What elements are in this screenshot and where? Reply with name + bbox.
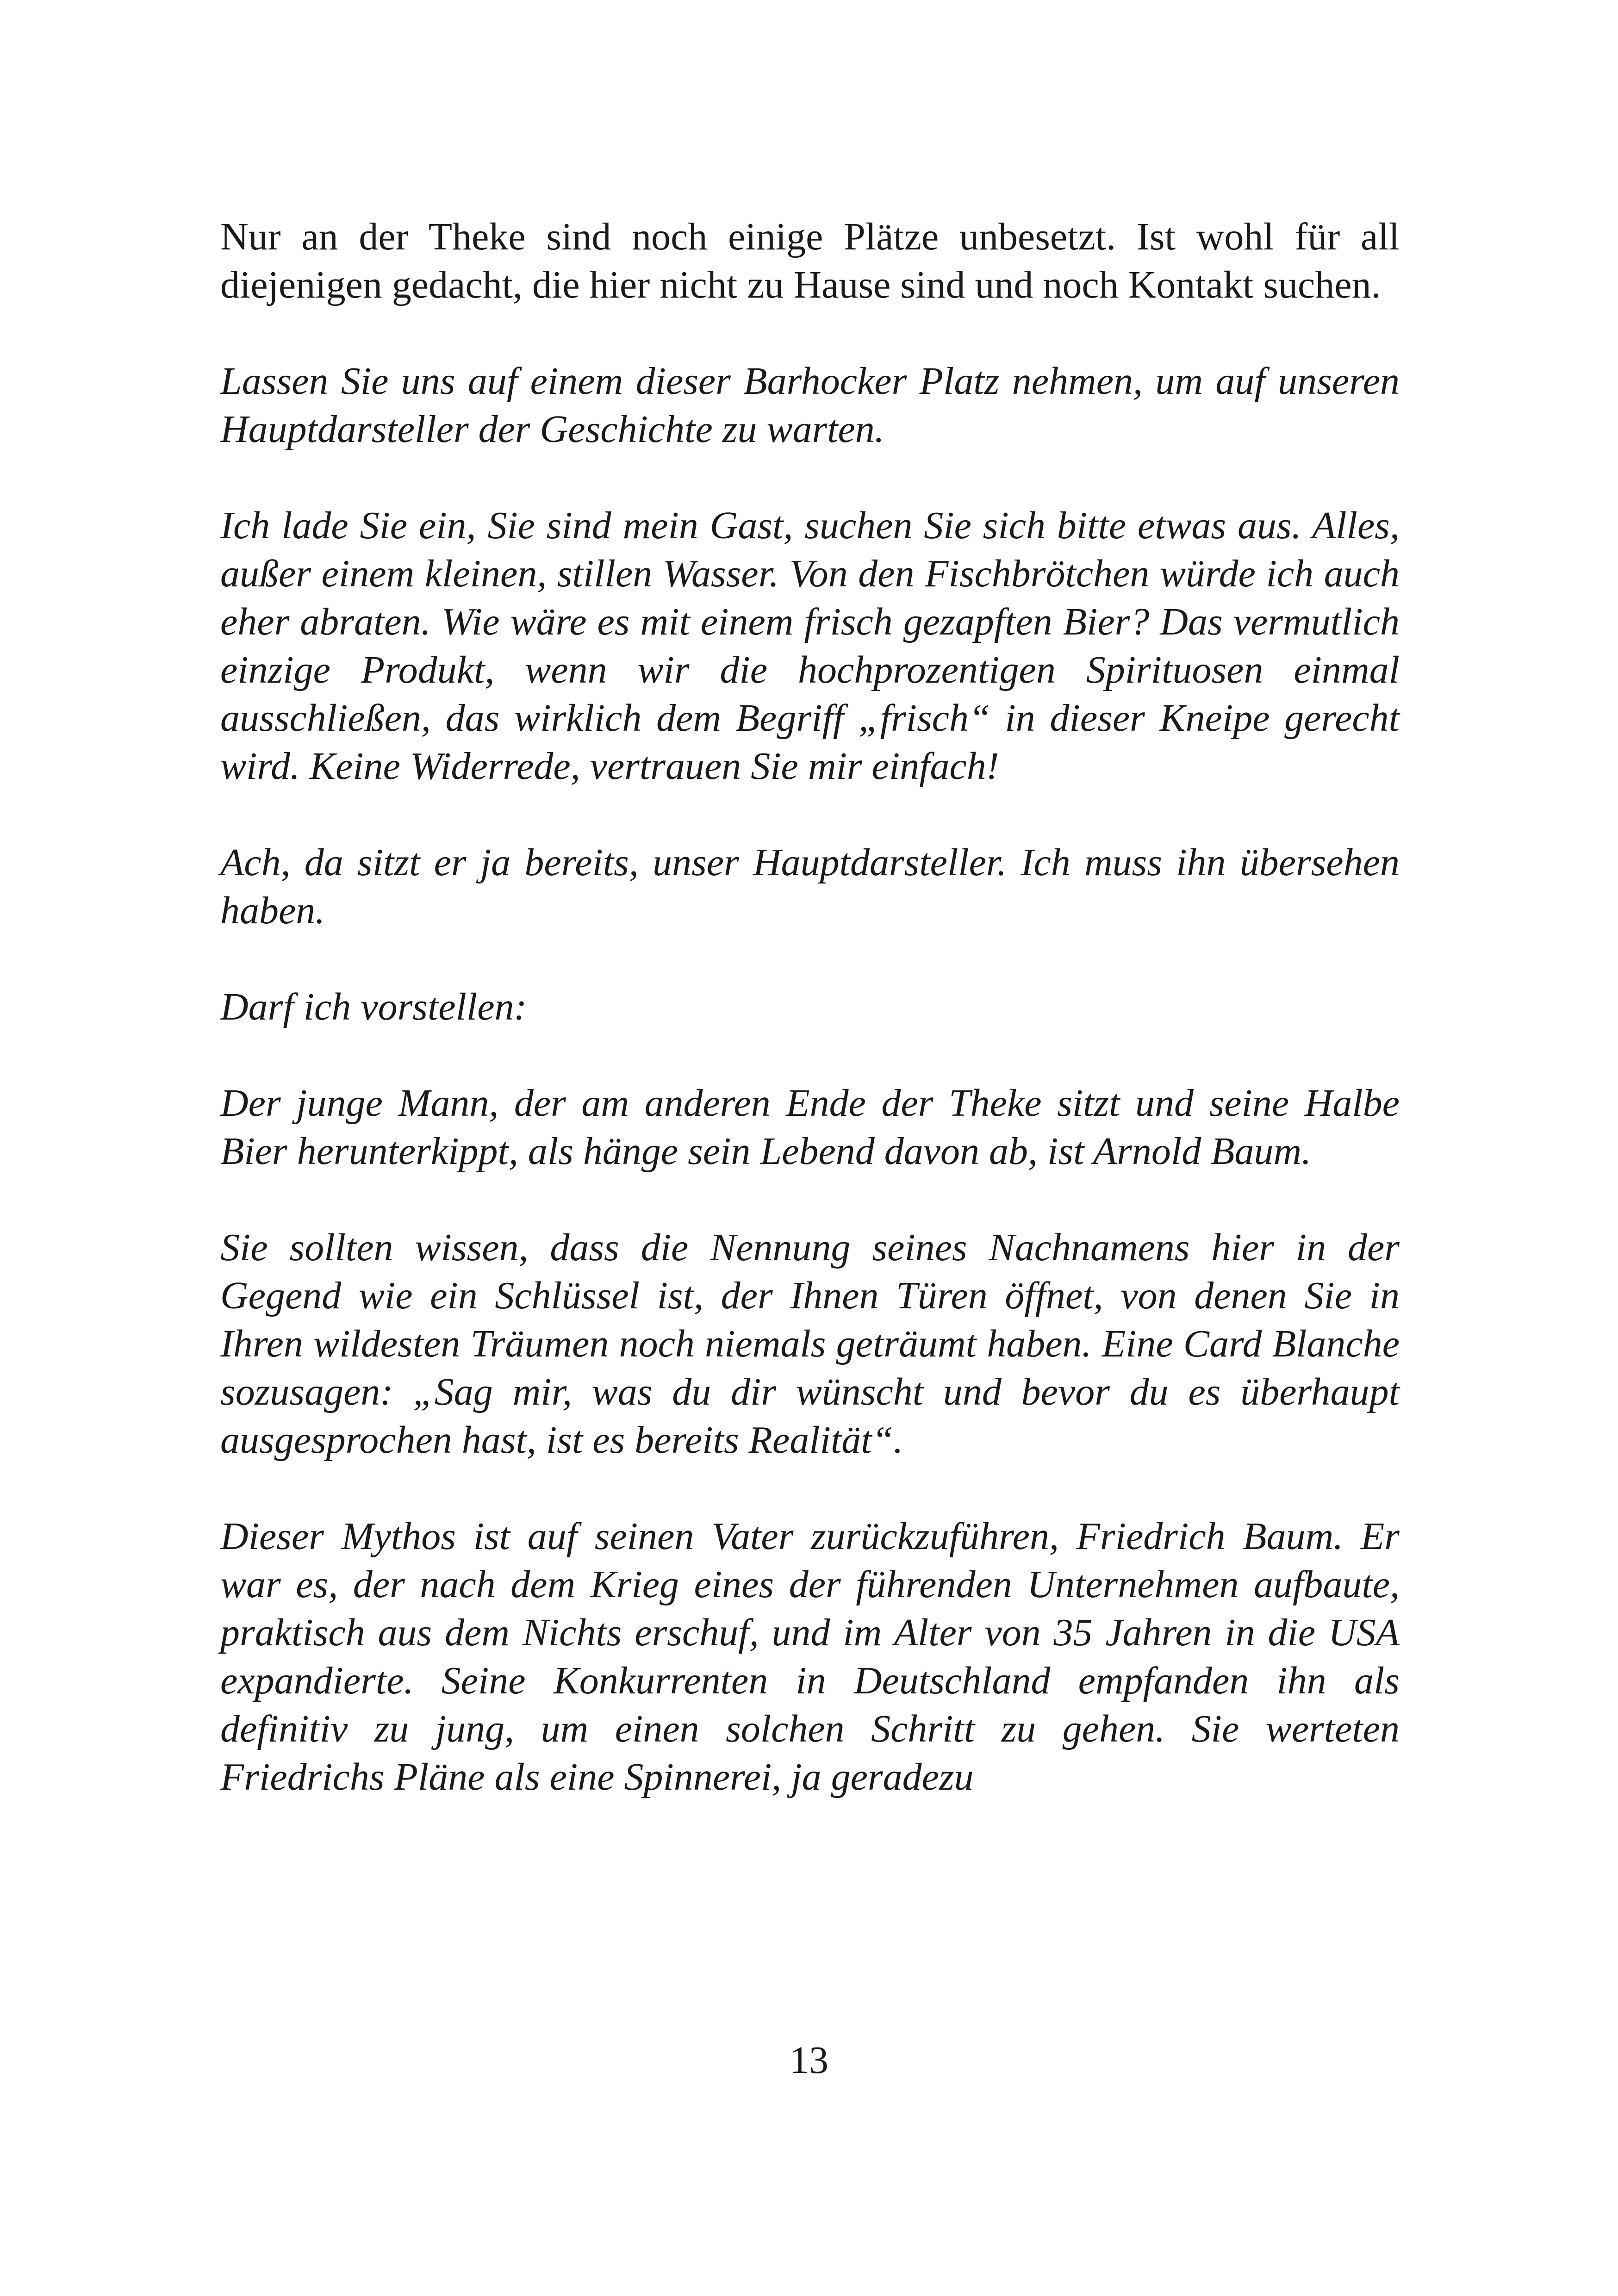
paragraph-7: Sie sollten wissen, dass die Nennung seines Nachnamens hier in der Gegend wie ein Schlüssel ist, der Ihnen Türen öffnet, von denen Sie in Ihren wildesten Träumen noch niemals geträumt haben. Eine Card Blanche sozusagen: „Sag mir, was du dir wünscht und bevor du es überhaupt ausgesprochen hast, ist es bereits Realität“.: [220, 1226, 1400, 1462]
paragraph-1: Nur an der Theke sind noch einige Plätze unbesetzt. Ist wohl für all diejenigen gedacht, die hier nicht zu Hause sind und noch Kontakt suchen.: [220, 215, 1400, 306]
paragraph-8: Dieser Mythos ist auf seinen Vater zurückzuführen, Friedrich Baum. Er war es, der nach dem Krieg eines der führenden Unternehmen aufbaute, praktisch aus dem Nichts erschuf, und im Alter von 35 Jahren in die USA expandierte. Seine Konkurrenten in Deutschland empfanden ihn als definitiv zu jung, um einen solchen Schritt zu gehen. Sie werteten Friedrichs Pläne als eine Spinnerei, ja geradezu: [220, 1515, 1400, 1798]
paragraph-4: Ach, da sitzt er ja bereits, unser Hauptdarsteller. Ich muss ihn übersehen haben.: [220, 841, 1400, 932]
paragraph-5: Darf ich vorstellen:: [220, 985, 527, 1028]
paragraph-2: Lassen Sie uns auf einem dieser Barhocker Platz nehmen, um auf unseren Hauptdarsteller der Geschichte zu warten.: [220, 360, 1400, 451]
page-number: 13: [790, 2039, 828, 2082]
paragraph-3: Ich lade Sie ein, Sie sind mein Gast, suchen Sie sich bitte etwas aus. Alles, außer einem kleinen, stillen Wasser. Von den Fischbrötchen würde ich auch eher abraten. Wie wäre es mit einem frisch gezapften Bier? Das vermutlich einzige Produkt, wenn wir die hochprozentigen Spirituosen einmal ausschließen, das wirklich dem Begriff „frisch“ in dieser Kneipe gerecht wird. Keine Widerrede, vertrauen Sie mir einfach!: [220, 504, 1400, 788]
body-text: [220, 213, 1400, 1801]
paragraph-6: Der junge Mann, der am anderen Ende der Theke sitzt und seine Halbe Bier herunterkippt, als hänge sein Lebend davon ab, ist Arnold Baum.: [220, 1082, 1400, 1173]
